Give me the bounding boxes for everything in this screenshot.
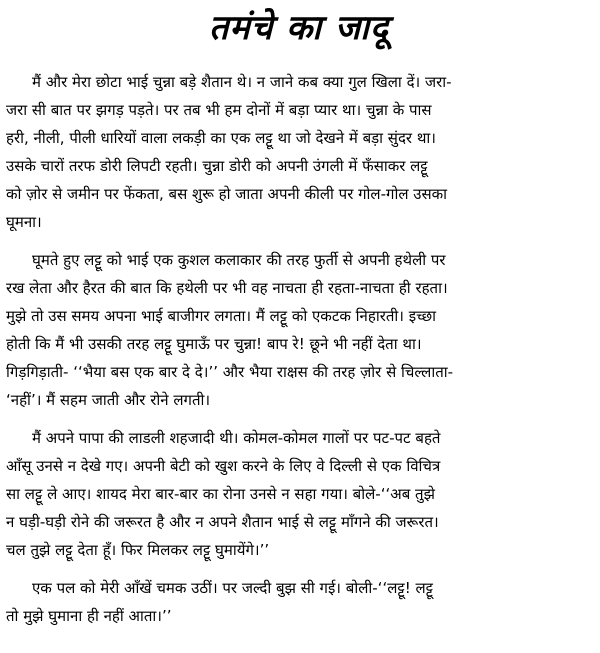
paragraph-line: न घड़ी-घड़ी रोने की जरूरत है और न अपने शैतान भाई से लट्टू माँगने की जरूरत।	[6, 513, 439, 531]
paragraph-line: घूमना।	[6, 213, 42, 231]
paragraph-line: होती कि मैं भी उसकी तरह लट्टू घुमाऊँ पर चुन्ना! बाप रे! छूने भी नहीं देता था।	[6, 335, 422, 353]
paragraph-line: हरी, नीली, पीली धारियों वाला लकड़ी का एक लट्टू था जो देखने में बड़ा सुंदर था।	[6, 129, 436, 147]
paragraph-2	[6, 246, 592, 414]
paragraph-line: रख लेता और हैरत की बात कि हथेली पर भी वह नाचता ही रहता-नाचता ही रहता।	[6, 279, 448, 297]
paragraph-line: को ज़ोर से जमीन पर फेंकता, बस शुरू हो जाता अपनी कीली पर गोल-गोल उसका	[6, 185, 448, 203]
page-title: तमंचे का जादू	[209, 8, 389, 48]
paragraph-line: चल तुझे लट्टू देता हूँ। फिर मिलकर लट्टू घुमायेंगे।’’	[6, 541, 270, 559]
paragraph-line: गिड़गिड़ाती- ‘‘भैया बस एक बार दे दे।’’ और भैया राक्षस की तरह ज़ोर से चिल्लाता-	[6, 363, 454, 381]
paragraph-line: सा लट्टू ले आए। शायद मेरा बार-बार का रोना उनसे न सहा गया। बोले-‘‘अब तुझे	[6, 485, 435, 503]
paragraph-4	[6, 574, 592, 630]
paragraph-1	[6, 68, 592, 236]
paragraph-line: एक पल को मेरी आँखें चमक उठीं। पर जल्दी बुझ सी गई। बोली-‘‘लट्टू! लट्टू	[32, 579, 434, 597]
paragraph-line: तो मुझे घुमाना ही नहीं आता।’’	[6, 607, 172, 625]
paragraph-line: मैं और मेरा छोटा भाई चुन्ना बड़े शैतान थे। न जाने कब क्या गुल खिला दें। जरा-	[32, 73, 452, 91]
paragraph-line: मुझे तो उस समय अपना भाई बाजीगर लगता। मैं लट्टू को एकटक निहारती। इच्छा	[6, 307, 437, 325]
paragraph-line: घूमते हुए लट्टू को भाई एक कुशल कलाकार की तरह फुर्ती से अपनी हथेली पर	[32, 251, 446, 269]
paragraph-3	[6, 424, 592, 564]
paragraph-line: जरा सी बात पर झगड़ पड़ते। पर तब भी हम दोनों में बड़ा प्यार था। चुन्ना के पास	[6, 101, 432, 119]
paragraph-line: उसके चारों तरफ डोरी लिपटी रहती। चुन्ना डोरी को अपनी उंगली में फँसाकर लट्टू	[6, 157, 428, 175]
paragraph-line: ‘नहीं’। मैं सहम जाती और रोने लगती।	[6, 391, 211, 409]
paragraph-line: आँसू उनसे न देखे गए। अपनी बेटी को खुश करने के लिए वे दिल्ली से एक विचित्र	[6, 457, 441, 475]
paragraph-line: मैं अपने पापा की लाडली शहजादी थी। कोमल-कोमल गालों पर पट-पट बहते	[32, 429, 441, 447]
